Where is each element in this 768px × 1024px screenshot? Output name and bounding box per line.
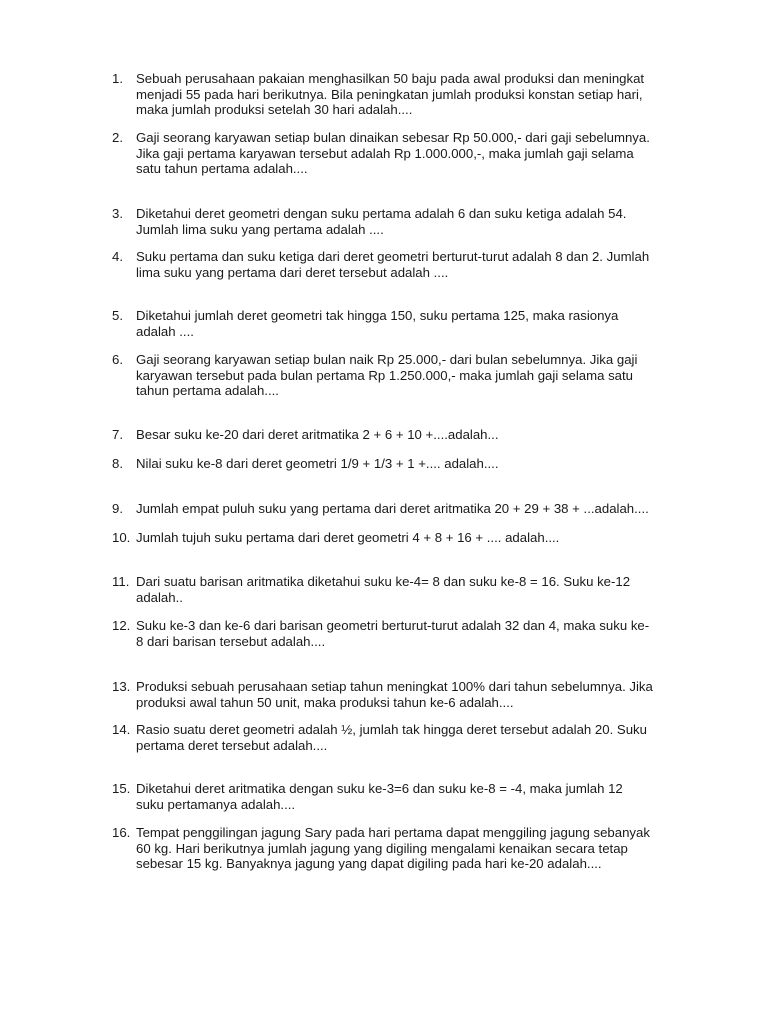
question-line: Sebuah perusahaan pakaian menghasilkan 50 baju pada awal produksi dan meningkat	[136, 71, 645, 86]
question-line: Besar suku ke-20 dari deret aritmatika 2 + 6 + 10 +....adalah...	[136, 427, 499, 442]
question-item	[112, 825, 684, 872]
question-text	[136, 308, 684, 339]
question-text	[136, 456, 684, 472]
question-number: 1.	[112, 71, 123, 86]
question-number: 3.	[112, 206, 123, 221]
question-line: Diketahui deret geometri dengan suku pertama adalah 6 dan suku ketiga adalah 54.	[136, 206, 627, 221]
question-text	[136, 130, 684, 177]
question-line: sebesar 15 kg. Banyaknya jagung yang dapat digiling pada hari ke-20 adalah....	[136, 856, 602, 872]
question-text	[136, 249, 684, 280]
question-line: Jika gaji pertama karyawan tersebut adalah Rp 1.000.000,-, maka jumlah gaji selama	[136, 145, 634, 161]
question-item	[112, 574, 684, 605]
question-line: Dari suatu barisan aritmatika diketahui suku ke-4= 8 dan suku ke-8 = 16. Suku ke-12	[136, 574, 631, 589]
question-text	[136, 352, 684, 399]
question-line: Produksi sebuah perusahaan setiap tahun meningkat 100% dari tahun sebelumnya. Jika	[136, 679, 653, 694]
question-line: Suku pertama dan suku ketiga dari deret geometri berturut-turut adalah 8 dan 2. Jumlah	[136, 249, 650, 264]
question-text	[136, 574, 684, 605]
question-text	[136, 722, 684, 753]
question-text	[136, 427, 684, 443]
question-line: Diketahui jumlah deret geometri tak hingga 150, suku pertama 125, maka rasionya	[136, 308, 619, 323]
question-number: 6.	[112, 352, 123, 367]
question-line: tahun pertama adalah....	[136, 383, 279, 399]
question-line: Jumlah lima suku yang pertama adalah ....	[136, 221, 384, 237]
question-item	[112, 427, 684, 443]
question-item	[112, 501, 684, 517]
question-item	[112, 71, 684, 118]
question-line: 60 kg. Hari berikutnya jumlah jagung yang digiling mengalami kenaikan secara tetap	[136, 840, 628, 856]
question-item	[112, 456, 684, 472]
question-item	[112, 206, 684, 237]
question-line: Gaji seorang karyawan setiap bulan dinaikan sebesar Rp 50.000,- dari gaji sebelumnya.	[136, 130, 650, 145]
question-line: adalah ....	[136, 323, 194, 339]
question-number: 5.	[112, 308, 123, 323]
question-line: Tempat penggilingan jagung Sary pada hari pertama dapat menggiling jagung sebanyak	[136, 825, 650, 840]
question-line: Nilai suku ke-8 dari deret geometri 1/9 + 1/3 + 1 +.... adalah....	[136, 456, 499, 471]
question-line: menjadi 55 pada hari berikutnya. Bila peningkatan jumlah produksi konstan setiap hari,	[136, 86, 643, 102]
question-item	[112, 130, 684, 177]
question-text	[136, 825, 684, 872]
question-number: 13.	[112, 679, 131, 694]
question-text	[136, 618, 684, 649]
question-text	[136, 781, 684, 812]
question-text	[136, 679, 684, 710]
question-number: 16.	[112, 825, 131, 840]
question-line: Jumlah tujuh suku pertama dari deret geometri 4 + 8 + 16 + .... adalah....	[136, 530, 560, 545]
question-number: 9.	[112, 501, 123, 516]
question-number: 7.	[112, 427, 123, 442]
question-number: 14.	[112, 722, 131, 737]
question-number: 11.	[112, 574, 130, 589]
question-line: lima suku yang pertama dari deret tersebut adalah ....	[136, 264, 449, 280]
question-item	[112, 352, 684, 399]
question-number: 4.	[112, 249, 123, 264]
question-line: Gaji seorang karyawan setiap bulan naik Rp 25.000,- dari bulan sebelumnya. Jika gaji	[136, 352, 638, 367]
question-text	[136, 501, 684, 517]
question-item	[112, 722, 684, 753]
question-item	[112, 618, 684, 649]
question-number: 2.	[112, 130, 123, 145]
question-number: 10.	[112, 530, 131, 545]
question-line: karyawan tersebut pada bulan pertama Rp 1.250.000,- maka jumlah gaji selama satu	[136, 367, 634, 383]
question-line: Diketahui deret aritmatika dengan suku ke-3=6 dan suku ke-8 = -4, maka jumlah 12	[136, 781, 623, 796]
question-line: Rasio suatu deret geometri adalah ½, jumlah tak hingga deret tersebut adalah 20. Suku	[136, 722, 647, 737]
question-item	[112, 249, 684, 280]
question-number: 8.	[112, 456, 123, 471]
question-number: 12.	[112, 618, 131, 633]
question-text	[136, 71, 684, 118]
question-line: Jumlah empat puluh suku yang pertama dari deret aritmatika 20 + 29 + 38 + ...adalah....	[136, 501, 649, 516]
question-number: 15.	[112, 781, 131, 796]
question-line: 8 dari barisan tersebut adalah....	[136, 633, 326, 649]
question-line: satu tahun pertama adalah....	[136, 161, 308, 177]
question-item	[112, 530, 684, 546]
question-text	[136, 206, 684, 237]
question-item	[112, 679, 684, 710]
question-line: produksi awal tahun 50 unit, maka produksi tahun ke-6 adalah....	[136, 694, 514, 710]
question-item	[112, 308, 684, 339]
question-line: adalah..	[136, 589, 183, 605]
question-line: maka jumlah produksi setelah 30 hari adalah....	[136, 102, 413, 118]
question-item	[112, 781, 684, 812]
question-line: Suku ke-3 dan ke-6 dari barisan geometri berturut-turut adalah 32 dan 4, maka suku ke-	[136, 618, 650, 633]
question-line: pertama deret tersebut adalah....	[136, 737, 328, 753]
question-text	[136, 530, 684, 546]
question-line: suku pertamanya adalah....	[136, 796, 296, 812]
